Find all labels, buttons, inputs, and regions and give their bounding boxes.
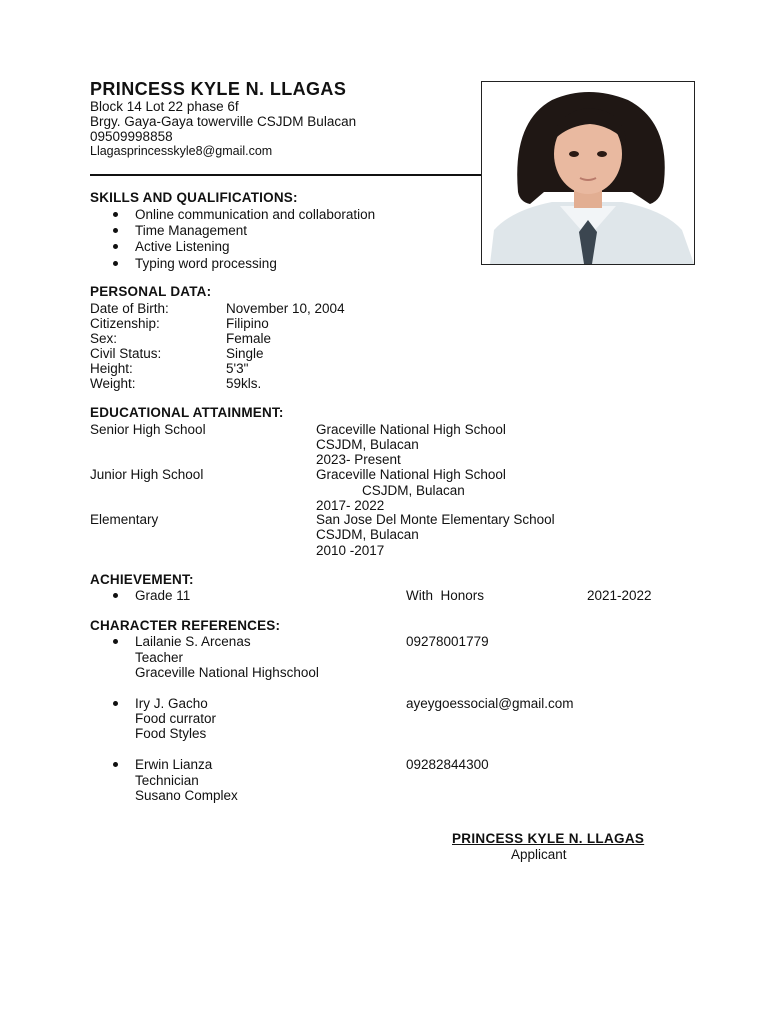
- personal-value: November 10, 2004: [226, 301, 345, 316]
- school-name: Graceville National High School: [316, 467, 506, 482]
- achievement-award: With Honors: [406, 588, 485, 603]
- header-divider: [90, 174, 482, 176]
- bullet-icon: [113, 244, 118, 249]
- achievement-year: 2021-2022: [587, 588, 652, 603]
- bullet-icon: [113, 212, 118, 217]
- bullet-icon: [113, 228, 118, 233]
- personal-label: Sex:: [90, 331, 118, 346]
- school-name: Graceville National High School: [316, 422, 506, 437]
- bullet-icon: [113, 639, 118, 644]
- reference-name: Erwin Lianza: [135, 757, 213, 772]
- school-location: CSJDM, Bulacan: [316, 437, 419, 452]
- skills-heading: SKILLS AND QUALIFICATIONS:: [90, 190, 298, 205]
- personal-label: Date of Birth:: [90, 301, 169, 316]
- skill-item: Time Management: [135, 223, 248, 238]
- personal-label: Height:: [90, 361, 133, 376]
- education-level: Junior High School: [90, 467, 204, 482]
- education-heading: EDUCATIONAL ATTAINMENT:: [90, 405, 284, 420]
- skill-item: Typing word processing: [135, 256, 277, 271]
- personal-data-heading: PERSONAL DATA:: [90, 284, 212, 299]
- school-years: 2017- 2022: [316, 498, 385, 513]
- personal-value: 5'3": [226, 361, 249, 376]
- address-line-2: Brgy. Gaya-Gaya towerville CSJDM Bulacan: [90, 114, 357, 129]
- skill-item: Active Listening: [135, 239, 230, 254]
- school-name: San Jose Del Monte Elementary School: [316, 512, 555, 527]
- school-location: CSJDM, Bulacan: [362, 483, 465, 498]
- personal-value: 59kls.: [226, 376, 262, 391]
- school-years: 2010 -2017: [316, 543, 385, 558]
- bullet-icon: [113, 701, 118, 706]
- references-heading: CHARACTER REFERENCES:: [90, 618, 281, 633]
- personal-value: Female: [226, 331, 272, 346]
- signature-name: PRINCESS KYLE N. LLAGAS: [452, 831, 645, 846]
- bullet-icon: [113, 261, 118, 266]
- personal-value: Filipino: [226, 316, 269, 331]
- personal-label: Citizenship:: [90, 316, 160, 331]
- personal-label: Weight:: [90, 376, 136, 391]
- signature-title: Applicant: [511, 847, 567, 862]
- school-years: 2023- Present: [316, 452, 401, 467]
- education-level: Elementary: [90, 512, 159, 527]
- reference-role: Technician: [135, 773, 199, 788]
- bullet-icon: [113, 593, 118, 598]
- personal-label: Civil Status:: [90, 346, 162, 361]
- email-address: Llagasprincesskyle8@gmail.com: [90, 144, 273, 158]
- personal-value: Single: [226, 346, 264, 361]
- reference-contact: ayeygoessocial@gmail.com: [406, 696, 574, 711]
- school-location: CSJDM, Bulacan: [316, 527, 419, 542]
- bullet-icon: [113, 762, 118, 767]
- applicant-name: PRINCESS KYLE N. LLAGAS: [90, 79, 347, 99]
- reference-org: Susano Complex: [135, 788, 238, 803]
- portrait-image: [482, 82, 694, 264]
- reference-role: Food currator: [135, 711, 217, 726]
- reference-contact: 09278001779: [406, 634, 489, 649]
- reference-name: Lailanie S. Arcenas: [135, 634, 251, 649]
- profile-photo: [481, 81, 695, 265]
- achievement-heading: ACHIEVEMENT:: [90, 572, 194, 587]
- reference-role: Teacher: [135, 650, 184, 665]
- education-level: Senior High School: [90, 422, 206, 437]
- reference-org: Graceville National Highschool: [135, 665, 319, 680]
- skill-item: Online communication and collaboration: [135, 207, 376, 222]
- reference-name: Iry J. Gacho: [135, 696, 208, 711]
- achievement-grade: Grade 11: [135, 588, 191, 603]
- address-line-1: Block 14 Lot 22 phase 6f: [90, 99, 239, 114]
- phone-number: 09509998858: [90, 129, 173, 144]
- reference-contact: 09282844300: [406, 757, 489, 772]
- reference-org: Food Styles: [135, 726, 207, 741]
